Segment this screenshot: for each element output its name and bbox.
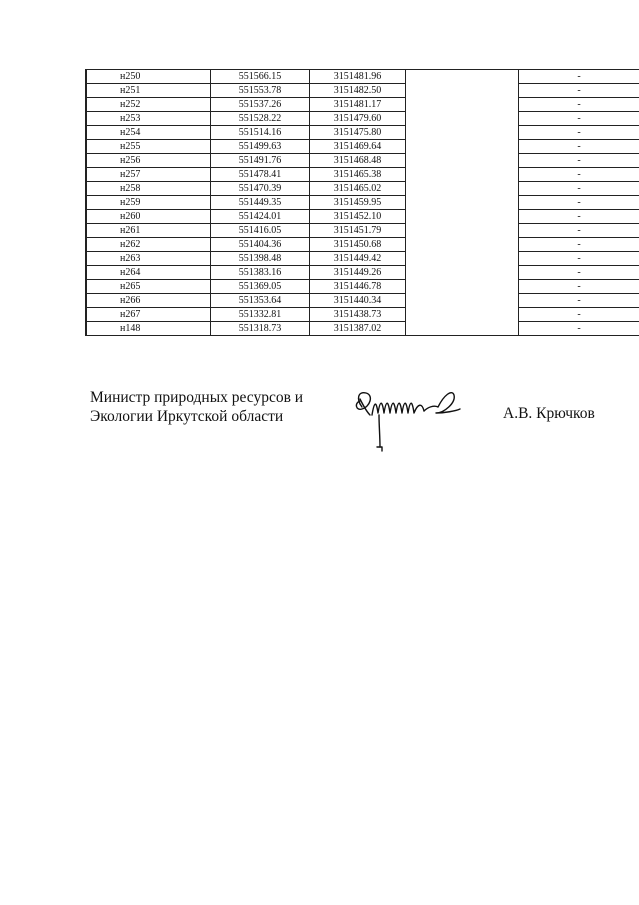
table-cell	[406, 196, 519, 210]
table-cell: 3151449.26	[310, 266, 406, 280]
table-cell: 551566.15	[211, 70, 310, 84]
table-cell: 3151481.17	[310, 98, 406, 112]
table-cell: н261	[86, 224, 211, 238]
table-cell: 551424.01	[211, 210, 310, 224]
table-cell: -	[519, 266, 639, 280]
table-cell: н264	[86, 266, 211, 280]
table-cell: 3151468.48	[310, 154, 406, 168]
table-cell: н255	[86, 140, 211, 154]
table-cell: -	[519, 308, 639, 322]
table-row	[86, 322, 639, 336]
table-row	[86, 224, 639, 238]
table-cell: 3151446.78	[310, 280, 406, 294]
table-cell: 3151449.42	[310, 252, 406, 266]
table-cell	[406, 168, 519, 182]
table-cell	[406, 280, 519, 294]
table-cell: -	[519, 84, 639, 98]
table-cell: 551470.39	[211, 182, 310, 196]
table-cell	[406, 238, 519, 252]
table-row	[86, 98, 639, 112]
table-row	[86, 238, 639, 252]
table-cell: 551449.35	[211, 196, 310, 210]
coordinates-table	[85, 69, 639, 336]
table-row	[86, 196, 639, 210]
table-row	[86, 252, 639, 266]
table-cell	[406, 126, 519, 140]
table-cell	[406, 84, 519, 98]
table-cell: н262	[86, 238, 211, 252]
table-row	[86, 210, 639, 224]
table-cell: 3151387.02	[310, 322, 406, 336]
signatory-name: А.В. Крючков	[503, 405, 595, 422]
table-cell: н253	[86, 112, 211, 126]
table-cell: 3151479.60	[310, 112, 406, 126]
table-cell: -	[519, 280, 639, 294]
table-row	[86, 154, 639, 168]
table-row	[86, 126, 639, 140]
table-cell: н256	[86, 154, 211, 168]
table-cell: -	[519, 210, 639, 224]
table-cell: -	[519, 238, 639, 252]
table-cell: 3151465.38	[310, 168, 406, 182]
table-cell: 3151469.64	[310, 140, 406, 154]
table-cell: -	[519, 98, 639, 112]
table-cell: н254	[86, 126, 211, 140]
table-cell: -	[519, 224, 639, 238]
table-cell: 551553.78	[211, 84, 310, 98]
table-cell	[406, 252, 519, 266]
table-cell	[406, 294, 519, 308]
table-cell	[406, 224, 519, 238]
table-cell	[406, 140, 519, 154]
table-cell: -	[519, 168, 639, 182]
table-cell: 3151452.10	[310, 210, 406, 224]
table-cell: 3151482.50	[310, 84, 406, 98]
table-cell: 3151481.96	[310, 70, 406, 84]
table-cell: -	[519, 182, 639, 196]
table-cell: -	[519, 70, 639, 84]
signatory-title-line-1: Министр природных ресурсов и	[90, 389, 304, 406]
table-row	[86, 168, 639, 182]
table-cell: 551332.81	[211, 308, 310, 322]
table-cell: -	[519, 154, 639, 168]
table-cell: 551383.16	[211, 266, 310, 280]
table-cell: 3151440.34	[310, 294, 406, 308]
table-cell: 551398.48	[211, 252, 310, 266]
table-cell	[406, 210, 519, 224]
table-cell	[406, 182, 519, 196]
table-cell: 551318.73	[211, 322, 310, 336]
table-cell: н267	[86, 308, 211, 322]
table-cell: н252	[86, 98, 211, 112]
table-cell	[406, 154, 519, 168]
table-cell: -	[519, 196, 639, 210]
table-cell: 3151450.68	[310, 238, 406, 252]
table-cell: -	[519, 252, 639, 266]
table-cell	[406, 308, 519, 322]
table-cell: н148	[86, 322, 211, 336]
table-cell: -	[519, 112, 639, 126]
table-cell: 551478.41	[211, 168, 310, 182]
table-cell: н259	[86, 196, 211, 210]
table-cell: 551491.76	[211, 154, 310, 168]
table-cell	[406, 70, 519, 84]
table-cell: 551528.22	[211, 112, 310, 126]
table-cell: -	[519, 322, 639, 336]
table-cell	[406, 322, 519, 336]
table-row	[86, 182, 639, 196]
table-row	[86, 266, 639, 280]
table-cell: н263	[86, 252, 211, 266]
table-cell	[406, 266, 519, 280]
table-cell: 551537.26	[211, 98, 310, 112]
table-row	[86, 70, 639, 84]
table-cell: -	[519, 294, 639, 308]
table-cell: 3151465.02	[310, 182, 406, 196]
coordinates-table-body	[86, 70, 639, 336]
table-cell: 551369.05	[211, 280, 310, 294]
table-cell: 551353.64	[211, 294, 310, 308]
table-cell: н266	[86, 294, 211, 308]
table-cell: 551514.16	[211, 126, 310, 140]
table-cell: н258	[86, 182, 211, 196]
signatory-title	[90, 388, 303, 426]
table-cell: н250	[86, 70, 211, 84]
table-cell: 3151451.79	[310, 224, 406, 238]
table-row	[86, 280, 639, 294]
table-row	[86, 112, 639, 126]
table-cell: н260	[86, 210, 211, 224]
table-cell: н251	[86, 84, 211, 98]
table-cell: 551416.05	[211, 224, 310, 238]
table-cell: 3151459.95	[310, 196, 406, 210]
table-cell: 551499.63	[211, 140, 310, 154]
signatory-title-line-2: Экологии Иркутской области	[90, 408, 284, 425]
table-row	[86, 294, 639, 308]
table-cell	[406, 98, 519, 112]
table-cell: н265	[86, 280, 211, 294]
table-cell: 551404.36	[211, 238, 310, 252]
table-cell	[406, 112, 519, 126]
table-row	[86, 140, 639, 154]
table-cell: -	[519, 140, 639, 154]
table-row	[86, 308, 639, 322]
table-cell: 3151438.73	[310, 308, 406, 322]
table-cell: -	[519, 126, 639, 140]
table-row	[86, 84, 639, 98]
table-cell: н257	[86, 168, 211, 182]
table-cell: 3151475.80	[310, 126, 406, 140]
handwritten-signature	[348, 385, 463, 460]
